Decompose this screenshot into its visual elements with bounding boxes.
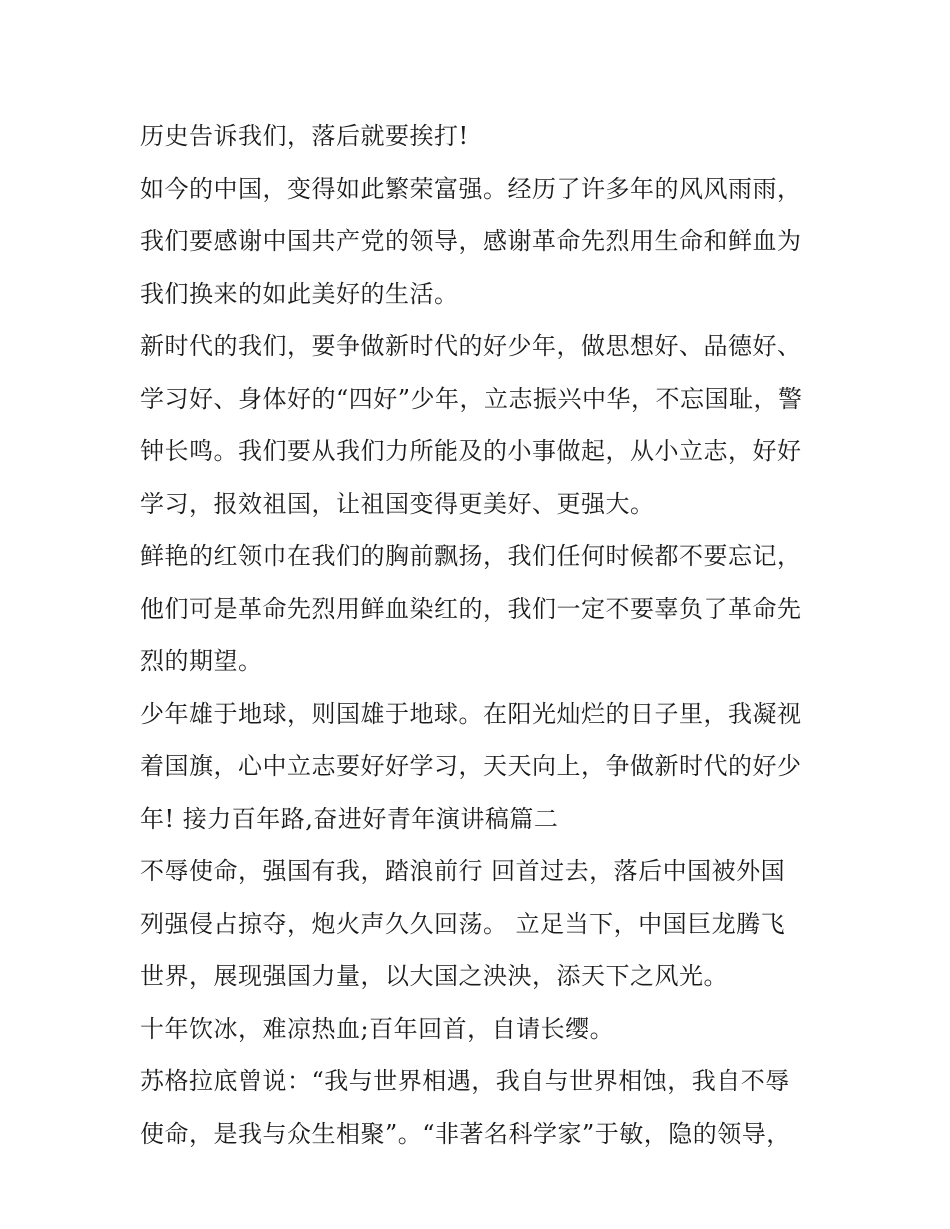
text-line: 使命，是我与众生相聚”。“非著名科学家”于敏，隐的领导， [140, 1119, 791, 1148]
text-line: 新时代的我们，要争做新时代的好少年，做思想好、品德好、 [140, 332, 802, 360]
text-line: 历史告诉我们，落后就要挨打! [140, 122, 469, 150]
text-line: 鲜艳的红领巾在我们的胸前飘扬，我们任何时候都不要忘记， [140, 542, 802, 570]
text-line: 不辱使命，强国有我，踏浪前行 回首过去，落后中国被外国 [140, 857, 786, 885]
document-body [140, 110, 830, 1160]
text-line: 世界，展现强国力量，以大国之泱泱，添天下之风光。 [140, 962, 728, 990]
text-line: 着国旗，心中立志要好好学习，天天向上，争做新时代的好少 [140, 752, 802, 780]
text-line: 苏格拉底曾说：“我与世界相遇，我自与世界相蚀，我自不辱 [140, 1067, 790, 1095]
text-line: 年! 接力百年路,奋进好青年演讲稿篇二 [140, 804, 559, 833]
text-line: 我们要感谢中国共产党的领导，感谢革命先烈用生命和鲜血为 [140, 227, 802, 255]
text-line: 学习，报效祖国，让祖国变得更美好、更强大。 [140, 489, 655, 518]
text-line: 我们换来的如此美好的生活。 [140, 279, 459, 308]
text-line: 学习好、身体好的“四好”少年，立志振兴中华，不忘国耻，警 [140, 384, 803, 413]
text-line: 少年雄于地球，则国雄于地球。在阳光灿烂的日子里，我凝视 [140, 699, 802, 728]
text-line: 他们可是革命先烈用鲜血染红的，我们一定不要辜负了革命先 [140, 594, 802, 623]
text-line: 如今的中国，变得如此繁荣富强。经历了许多年的风风雨雨， [140, 174, 802, 203]
text-line: 十年饮冰，难凉热血;百年回首，自请长缨。 [140, 1014, 615, 1043]
text-line: 钟长鸣。我们要从我们力所能及的小事做起，从小立志，好好 [140, 437, 802, 465]
text-line: 列强侵占掠夺，炮火声久久回荡。 立足当下，中国巨龙腾飞 [140, 909, 786, 938]
text-line: 烈的期望。 [140, 647, 263, 675]
